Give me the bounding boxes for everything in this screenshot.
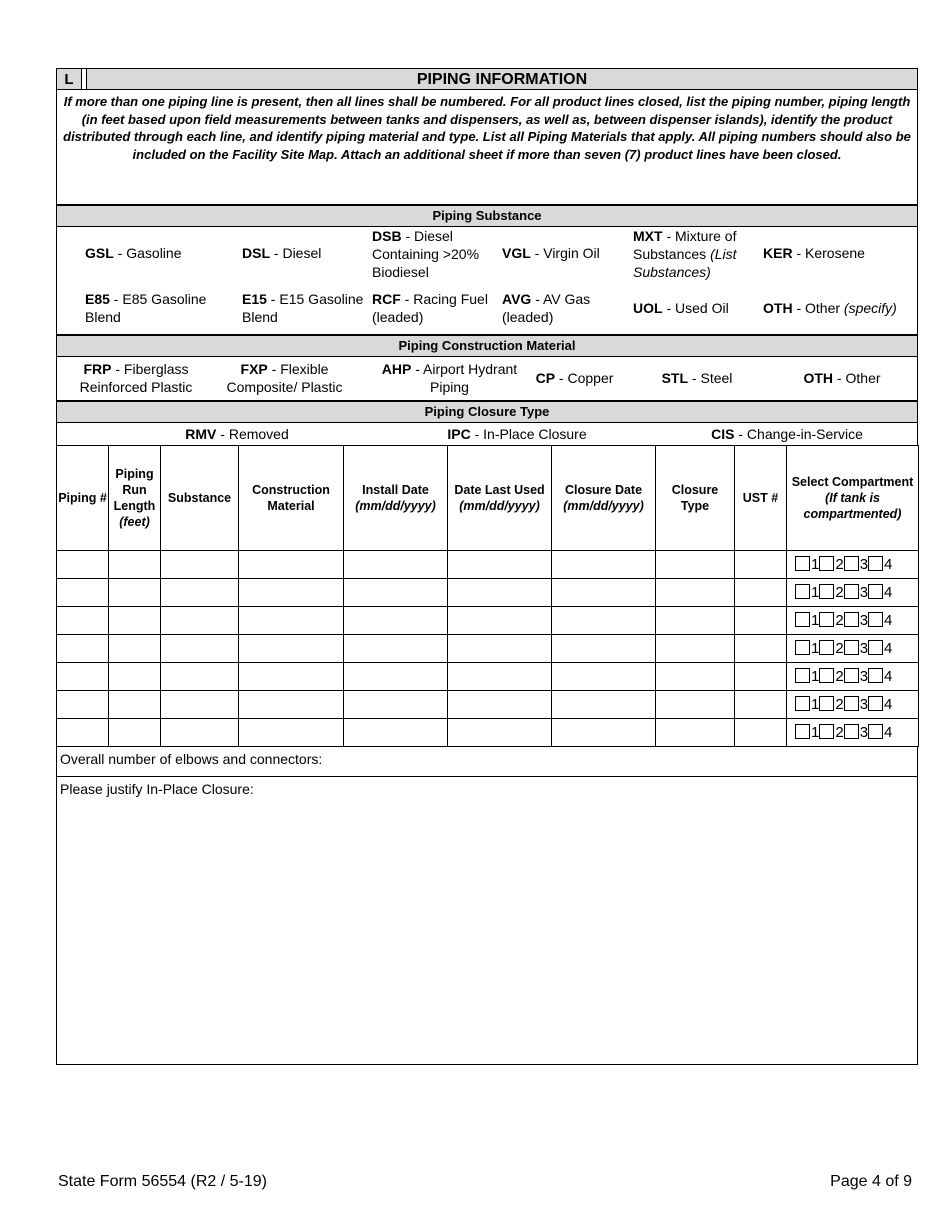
legend-item-oth: OTH - Other xyxy=(803,370,881,386)
legend-item-rcf: RCF - Racing Fuel (leaded) xyxy=(372,291,488,325)
closure-date-cell[interactable] xyxy=(552,579,656,607)
compartment-label: 4 xyxy=(884,612,893,629)
compartment-cell xyxy=(787,579,919,607)
compartment-label: 2 xyxy=(835,584,844,601)
compartment-checkbox-3[interactable] xyxy=(844,668,859,683)
header-closure-type: Closure Type xyxy=(656,446,735,551)
closure-type-cell[interactable] xyxy=(656,551,735,579)
compartment-label: 1 xyxy=(811,668,820,685)
legend-desc: Other xyxy=(805,300,841,316)
legend-code: AVG xyxy=(502,291,532,307)
closure-heading: Piping Closure Type xyxy=(57,402,917,423)
compartment-label: 2 xyxy=(835,640,844,657)
legend-code: GSL xyxy=(85,245,114,261)
compartment-checkbox-4[interactable] xyxy=(868,612,883,627)
compartment-checkbox-1[interactable] xyxy=(795,668,810,683)
legend-item-e15: E15 - E15 Gasoline Blend xyxy=(242,291,364,325)
legend-code: CP xyxy=(535,370,556,386)
run-length-cell[interactable] xyxy=(109,635,161,663)
compartment-checkbox-1[interactable] xyxy=(795,724,810,739)
construction-cell[interactable] xyxy=(239,635,344,663)
compartment-checkbox-1[interactable] xyxy=(795,556,810,571)
compartment-label: 3 xyxy=(859,556,869,573)
piping-number-cell[interactable] xyxy=(57,719,109,747)
piping-number-cell[interactable] xyxy=(57,551,109,579)
install-date-cell[interactable] xyxy=(344,551,448,579)
legend-code: E85 xyxy=(85,291,110,307)
header-closure-date: Closure Date (mm/dd/yyyy) xyxy=(552,446,656,551)
compartment-checkbox-2[interactable] xyxy=(819,640,834,655)
substance-cell[interactable] xyxy=(161,719,239,747)
closure-type-cell[interactable] xyxy=(656,635,735,663)
legend-item-dsl: DSL - Diesel xyxy=(242,245,322,261)
legend-desc: Other xyxy=(845,370,881,386)
legend-desc: Diesel xyxy=(282,245,322,261)
compartment-label: 1 xyxy=(811,556,820,573)
header-date-last-used: Date Last Used (mm/dd/yyyy) xyxy=(448,446,552,551)
legend-item-e85: E85 - E85 Gasoline Blend xyxy=(85,291,207,325)
compartment-cell xyxy=(787,663,919,691)
legend-desc: Diesel Containing >20% Biodiesel xyxy=(372,228,480,280)
compartment-label: 2 xyxy=(835,612,844,629)
piping-number-cell[interactable] xyxy=(57,663,109,691)
legend-code: DSB xyxy=(372,228,402,244)
compartment-checkbox-3[interactable] xyxy=(844,556,859,571)
legend-desc: In-Place Closure xyxy=(483,426,587,442)
legend-code: FXP xyxy=(240,361,268,377)
piping-substance-section xyxy=(56,204,918,334)
ust-number-cell[interactable] xyxy=(735,691,787,719)
section-letter: L xyxy=(57,69,82,89)
table-row xyxy=(57,579,919,607)
closure-type-cell[interactable] xyxy=(656,691,735,719)
compartment-label: 3 xyxy=(859,584,869,601)
compartment-cell xyxy=(787,719,919,747)
compartment-label: 4 xyxy=(884,640,893,657)
closure-date-cell[interactable] xyxy=(552,719,656,747)
legend-desc: Kerosene xyxy=(805,245,865,261)
closure-date-cell[interactable] xyxy=(552,635,656,663)
compartment-label: 4 xyxy=(884,556,893,573)
closure-date-cell[interactable] xyxy=(552,607,656,635)
legend-note: (List Substances) xyxy=(633,246,737,280)
ust-number-cell[interactable] xyxy=(735,607,787,635)
compartment-checkbox-3[interactable] xyxy=(844,612,859,627)
instructions-text: If more than one piping line is present, then all lines shall be numbered. For all product lines closed, list the piping number, piping length (in feet based upon field measurements between tanks and dispensers, as well as, between dispenser islands), identify the product distributed through each line, and identify piping material and type. List all Piping Materials that apply. All piping numbers should also be included on the Facility Site Map. Attach an additional sheet if more than seven (7) product lines have been closed. xyxy=(56,89,918,204)
ust-number-cell[interactable] xyxy=(735,579,787,607)
install-date-cell[interactable] xyxy=(344,607,448,635)
legend-item-ahp: AHP - Airport Hydrant Piping xyxy=(381,361,518,395)
substance-cell[interactable] xyxy=(161,551,239,579)
header-install-date: Install Date (mm/dd/yyyy) xyxy=(344,446,448,551)
run-length-cell[interactable] xyxy=(109,663,161,691)
install-date-cell[interactable] xyxy=(344,691,448,719)
piping-number-cell[interactable] xyxy=(57,691,109,719)
construction-cell[interactable] xyxy=(239,551,344,579)
compartment-checkbox-4[interactable] xyxy=(868,640,883,655)
run-length-cell[interactable] xyxy=(109,719,161,747)
legend-code: KER xyxy=(763,245,793,261)
piping-number-cell[interactable] xyxy=(57,607,109,635)
install-date-cell[interactable] xyxy=(344,719,448,747)
legend-code: OTH xyxy=(763,300,793,316)
ust-number-cell[interactable] xyxy=(735,719,787,747)
run-length-cell[interactable] xyxy=(109,691,161,719)
header-piping-number: Piping # xyxy=(57,446,109,551)
table-header-row xyxy=(57,446,919,551)
compartment-cell xyxy=(787,551,919,579)
compartment-checkbox-3[interactable] xyxy=(844,640,859,655)
legend-code: VGL xyxy=(502,245,531,261)
legend-desc: E15 Gasoline Blend xyxy=(242,291,364,325)
piping-substance-heading: Piping Substance xyxy=(57,206,917,227)
legend-item-vgl: VGL - Virgin Oil xyxy=(502,245,600,261)
construction-cell[interactable] xyxy=(239,579,344,607)
compartment-checkbox-1[interactable] xyxy=(795,584,810,599)
table-row xyxy=(57,663,919,691)
compartment-label: 4 xyxy=(884,668,893,685)
compartment-label: 3 xyxy=(859,696,869,713)
piping-number-cell[interactable] xyxy=(57,635,109,663)
construction-cell[interactable] xyxy=(239,719,344,747)
compartment-label: 1 xyxy=(811,640,820,657)
ust-number-cell[interactable] xyxy=(735,663,787,691)
compartment-checkbox-3[interactable] xyxy=(844,584,859,599)
compartment-label: 1 xyxy=(811,696,820,713)
legend-item-dsb: DSB - Diesel Containing >20% Biodiesel xyxy=(372,228,480,280)
compartment-cell xyxy=(787,635,919,663)
construction-cell[interactable] xyxy=(239,607,344,635)
compartment-label: 2 xyxy=(835,556,844,573)
closure-type-cell[interactable] xyxy=(656,719,735,747)
run-length-cell[interactable] xyxy=(109,579,161,607)
compartment-label: 4 xyxy=(884,696,893,713)
substance-cell[interactable] xyxy=(161,663,239,691)
legend-code: UOL xyxy=(633,300,663,316)
piping-table xyxy=(56,445,919,747)
table-row xyxy=(57,635,919,663)
legend-desc: Used Oil xyxy=(675,300,729,316)
construction-section xyxy=(56,334,918,400)
date-last-used-cell[interactable] xyxy=(448,691,552,719)
compartment-label: 1 xyxy=(811,612,820,629)
legend-item-ipc: IPC - In-Place Closure xyxy=(447,426,587,442)
legend-desc: Gasoline xyxy=(126,245,182,261)
legend-desc: Change-in-Service xyxy=(746,426,863,442)
legend-item-ker: KER - Kerosene xyxy=(763,245,865,261)
ust-number-cell[interactable] xyxy=(735,551,787,579)
compartment-label: 1 xyxy=(811,724,820,741)
legend-code: CIS xyxy=(711,426,735,442)
compartment-label: 2 xyxy=(835,668,844,685)
compartment-checkbox-4[interactable] xyxy=(868,668,883,683)
legend-code: STL xyxy=(661,370,689,386)
compartment-checkbox-4[interactable] xyxy=(868,696,883,711)
legend-item-stl: STL - Steel xyxy=(661,370,733,386)
table-row xyxy=(57,607,919,635)
closure-legend xyxy=(57,423,917,445)
legend-desc: Flexible Composite/ Plastic xyxy=(226,361,343,395)
compartment-label: 4 xyxy=(884,584,893,601)
header-ust-number: UST # xyxy=(735,446,787,551)
date-last-used-cell[interactable] xyxy=(448,551,552,579)
table-row xyxy=(57,551,919,579)
header-run-length: Piping Run Length (feet) xyxy=(109,446,161,551)
legend-code: FRP xyxy=(83,361,112,377)
legend-item-avg: AVG - AV Gas (leaded) xyxy=(502,291,591,325)
closure-date-cell[interactable] xyxy=(552,551,656,579)
compartment-label: 2 xyxy=(835,724,844,741)
compartment-label: 4 xyxy=(884,724,893,741)
section-title-bar xyxy=(56,68,918,89)
piping-number-cell[interactable] xyxy=(57,579,109,607)
legend-item-cp: CP - Copper xyxy=(535,370,614,386)
install-date-cell[interactable] xyxy=(344,635,448,663)
legend-item-fxp: FXP - Flexible Composite/ Plastic xyxy=(226,361,343,395)
compartment-checkbox-4[interactable] xyxy=(868,584,883,599)
piping-information-form xyxy=(56,68,918,1065)
legend-code: MXT xyxy=(633,228,663,244)
compartment-checkbox-2[interactable] xyxy=(819,556,834,571)
compartment-cell xyxy=(787,607,919,635)
closure-type-cell[interactable] xyxy=(656,663,735,691)
legend-desc: Racing Fuel (leaded) xyxy=(372,291,488,325)
construction-cell[interactable] xyxy=(239,663,344,691)
compartment-checkbox-3[interactable] xyxy=(844,724,859,739)
legend-desc: Copper xyxy=(567,370,614,386)
legend-code: AHP xyxy=(381,361,412,377)
legend-item-frp: FRP - Fiberglass Reinforced Plastic xyxy=(79,361,193,395)
compartment-checkbox-1[interactable] xyxy=(795,696,810,711)
header-select-compartment: Select Compartment (If tank is compartmented) xyxy=(787,446,919,551)
construction-heading: Piping Construction Material xyxy=(57,336,917,357)
table-row xyxy=(57,691,919,719)
closure-section xyxy=(56,400,918,445)
legend-note: (specify) xyxy=(843,300,897,316)
install-date-cell[interactable] xyxy=(344,663,448,691)
substance-cell[interactable] xyxy=(161,579,239,607)
substance-legend xyxy=(57,227,917,334)
legend-desc: Mixture of Substances xyxy=(633,228,737,262)
table-row xyxy=(57,719,919,747)
legend-desc: Steel xyxy=(700,370,733,386)
ust-number-cell[interactable] xyxy=(735,635,787,663)
compartment-checkbox-3[interactable] xyxy=(844,696,859,711)
page-number: Page 4 of 9 xyxy=(830,1173,912,1190)
legend-code: RCF xyxy=(372,291,401,307)
compartment-checkbox-2[interactable] xyxy=(819,696,834,711)
closure-date-cell[interactable] xyxy=(552,663,656,691)
justify-in-place-closure-field[interactable]: Please justify In-Place Closure: xyxy=(56,776,918,1065)
legend-code: OTH xyxy=(803,370,834,386)
install-date-cell[interactable] xyxy=(344,579,448,607)
compartment-label: 3 xyxy=(859,612,869,629)
legend-code: DSL xyxy=(242,245,270,261)
compartment-cell xyxy=(787,691,919,719)
legend-item-rmv: RMV - Removed xyxy=(185,426,289,442)
substance-cell[interactable] xyxy=(161,607,239,635)
header-construction-material: Construction Material xyxy=(239,446,344,551)
compartment-checkbox-4[interactable] xyxy=(868,724,883,739)
run-length-cell[interactable] xyxy=(109,551,161,579)
closure-type-cell[interactable] xyxy=(656,607,735,635)
compartment-label: 3 xyxy=(859,724,869,741)
date-last-used-cell[interactable] xyxy=(448,663,552,691)
compartment-checkbox-1[interactable] xyxy=(795,612,810,627)
legend-item-gsl: GSL - Gasoline xyxy=(85,245,182,261)
compartment-label: 3 xyxy=(859,668,869,685)
legend-code: IPC xyxy=(447,426,471,442)
compartment-checkbox-2[interactable] xyxy=(819,724,834,739)
construction-cell[interactable] xyxy=(239,691,344,719)
legend-item-mxt: MXT - Mixture of Substances (List Substances) xyxy=(633,228,737,280)
compartment-checkbox-1[interactable] xyxy=(795,640,810,655)
compartment-checkbox-4[interactable] xyxy=(868,556,883,571)
date-last-used-cell[interactable] xyxy=(448,607,552,635)
legend-item-oth: OTH - Other (specify) xyxy=(763,300,897,316)
legend-desc: Airport Hydrant Piping xyxy=(423,361,518,395)
compartment-label: 3 xyxy=(859,640,869,657)
date-last-used-cell[interactable] xyxy=(448,579,552,607)
date-last-used-cell[interactable] xyxy=(448,719,552,747)
form-number: State Form 56554 (R2 / 5-19) xyxy=(58,1173,267,1190)
construction-legend xyxy=(57,357,917,400)
elbows-connectors-field[interactable]: Overall number of elbows and connectors: xyxy=(56,747,918,776)
run-length-cell[interactable] xyxy=(109,607,161,635)
compartment-checkbox-2[interactable] xyxy=(819,668,834,683)
legend-desc: E85 Gasoline Blend xyxy=(85,291,207,325)
legend-desc: Removed xyxy=(228,426,289,442)
legend-desc: AV Gas (leaded) xyxy=(502,291,591,325)
legend-desc: Virgin Oil xyxy=(543,245,600,261)
compartment-checkbox-2[interactable] xyxy=(819,584,834,599)
substance-cell[interactable] xyxy=(161,635,239,663)
compartment-checkbox-2[interactable] xyxy=(819,612,834,627)
closure-type-cell[interactable] xyxy=(656,579,735,607)
legend-desc: Fiberglass Reinforced Plastic xyxy=(79,361,193,395)
header-substance: Substance xyxy=(161,446,239,551)
substance-cell[interactable] xyxy=(161,691,239,719)
legend-code: E15 xyxy=(242,291,267,307)
compartment-label: 1 xyxy=(811,584,820,601)
compartment-label: 2 xyxy=(835,696,844,713)
legend-item-cis: CIS - Change-in-Service xyxy=(711,426,863,442)
legend-code: RMV xyxy=(185,426,217,442)
date-last-used-cell[interactable] xyxy=(448,635,552,663)
legend-item-uol: UOL - Used Oil xyxy=(633,300,729,316)
closure-date-cell[interactable] xyxy=(552,691,656,719)
section-title: PIPING INFORMATION xyxy=(416,71,588,88)
